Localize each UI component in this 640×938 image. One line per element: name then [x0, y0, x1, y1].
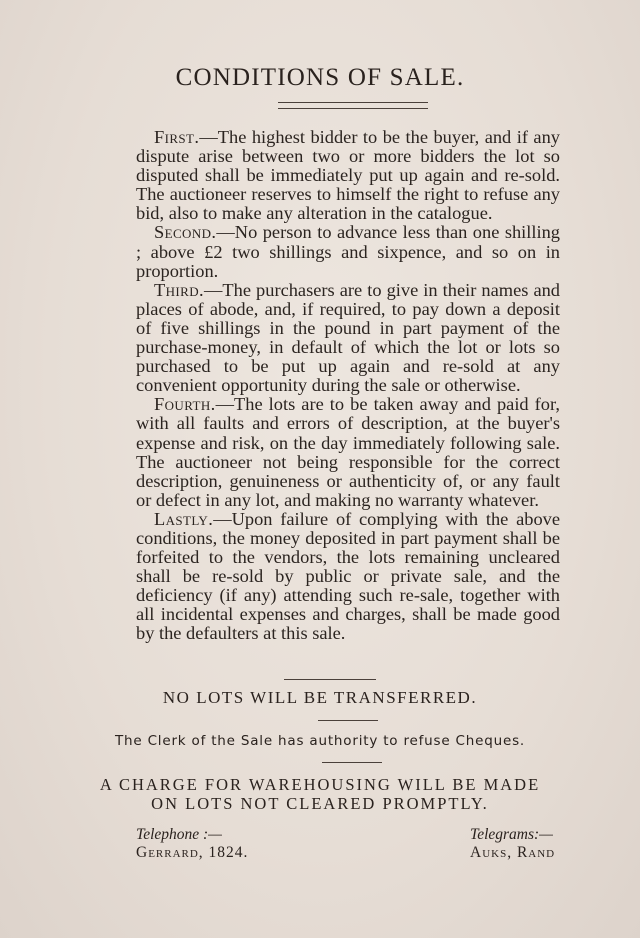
divider [284, 679, 376, 680]
title-double-rule [278, 102, 428, 109]
condition-text: —Upon failure of complying with the above conditions, the money deposited in part payment shall be forfeited to the vendors, the lots remaining uncleared shall be re-sold by public or private sale, and the deficiency (if any) attending such re-sale, together with all incidental expenses and charges, shall be made good by the defaulters at this sale. [136, 508, 560, 644]
conditions-list [136, 128, 560, 644]
condition-lead: Fourth. [154, 394, 216, 415]
condition-lastly [136, 510, 560, 644]
condition-fourth [136, 395, 560, 510]
condition-text: —The purchasers are to give in their names and places of abode, and, if required, to pay down a deposit of five shillings in the pound in part payment of the purchase-money, in default of which the lot or lots so purchased to be put up again and re-sold at any convenient opportunity during the sale or otherwise. [136, 279, 560, 396]
divider [322, 762, 382, 763]
no-transfer-notice: NO LOTS WILL BE TRANSFERRED. [162, 688, 478, 707]
warehousing-notice-line-1: A CHARGE FOR WAREHOUSING WILL BE MADE [99, 775, 541, 794]
telegrams-label: Telegrams:— [470, 826, 553, 843]
condition-lead: First. [154, 127, 200, 147]
condition-lead: Lastly. [154, 508, 214, 529]
cheques-notice: The Clerk of the Sale has authority to refuse Cheques. [114, 733, 526, 749]
telegrams-value: Auks, Rand [470, 844, 556, 861]
condition-second [136, 223, 560, 280]
telegrams-block [470, 826, 555, 862]
condition-text: —The highest bidder to be the buyer, and if any dispute arise between two or more bidders the lot so disputed shall be immediately put up again and re-sold. The auctioneer reserves to himself the right to refuse any bid, also to make any alteration in the catalogue. [136, 127, 560, 224]
condition-first [136, 128, 560, 223]
condition-text: —The lots are to be taken away and paid for, with all faults and errors of description, at the buyer's expense and risk, on the day immediately following sale. The auctioneer not being responsible for the correct description, genuineness or authenticity of, or any fault or defect in any lot, and making no warranty whatever. [136, 394, 560, 510]
condition-third [136, 281, 560, 396]
telephone-block [136, 826, 248, 862]
warehousing-notice-line-2: ON LOTS NOT CLEARED PROMPTLY. [151, 794, 489, 813]
telephone-value: Gerrard, 1824. [136, 844, 249, 861]
condition-lead: Third. [154, 279, 205, 300]
page-title: CONDITIONS OF SALE. [175, 64, 465, 91]
warehousing-notice [0, 775, 640, 813]
telephone-label: Telephone :— [136, 826, 222, 843]
condition-text: —No person to advance less than one shilling ; above £2 two shillings and sixpence, and so on in proportion. [136, 222, 560, 281]
divider [318, 720, 378, 721]
condition-lead: Second. [154, 222, 217, 243]
